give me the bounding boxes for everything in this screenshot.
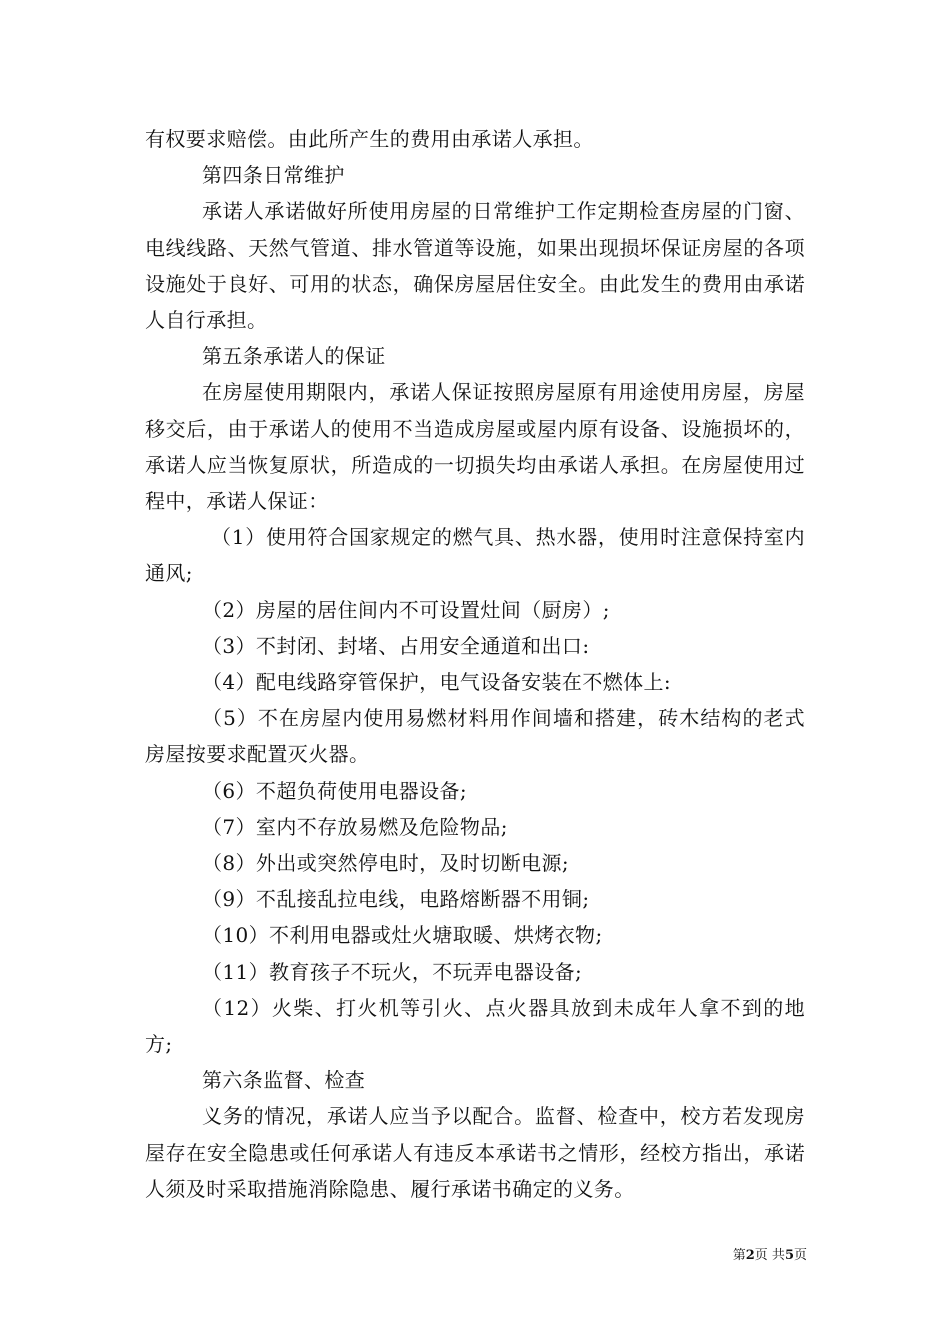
list-item: （2）房屋的居住间内不可设置灶间（厨房）; (202, 597, 610, 622)
list-item: （8）外出或突然停电时，及时切断电源; (202, 851, 570, 876)
list-item: （12）火柴、打火机等引火、点火器具放到未成年人拿不到的地方; (145, 995, 805, 1057)
list-item: （5）不在房屋内使用易燃材料用作间墙和搭建，砖木结构的老式房屋按要求配置灭火器。 (145, 706, 805, 767)
list-item: （4）配电线路穿管保护，电气设备安装在不燃体上: (202, 670, 672, 695)
paragraph: 义务的情况，承诺人应当予以配合。监督、检查中，校方若发现房屋存在安全隐患或任何承诺人有违反本承诺书之情形，经校方指出，承诺人须及时采取措施消除隐患、履行承诺书确定的义务。 (145, 1104, 805, 1201)
paragraph: 承诺人承诺做好所使用房屋的日常维护工作定期检查房屋的门窗、电线线路、天然气管道、排水管道等设施，如果出现损坏保证房屋的各项设施处于良好、可用的状态，确保房屋居住安全。由此发生的费用由承诺人自行承担。 (145, 199, 805, 333)
list-item: （1）使用符合国家规定的燃气具、热水器，使用时注意保持室内通风; (145, 525, 805, 586)
total-pages-number: 5 (784, 1248, 794, 1263)
footer-suffix: 页 (793, 1248, 807, 1263)
page-number-footer (733, 1247, 807, 1265)
list-item: （10）不利用电器或灶火塘取暖、烘烤衣物; (202, 923, 603, 948)
document-body (145, 121, 805, 1207)
list-item: （7）室内不存放易燃及危险物品; (202, 814, 508, 839)
section-heading-article-6: 第六条监督、检查 (202, 1068, 366, 1093)
footer-middle: 页 共 (754, 1248, 785, 1263)
footer-prefix: 第 (732, 1248, 746, 1263)
section-heading-article-4: 第四条日常维护 (202, 163, 345, 188)
paragraph: 有权要求赔偿。由此所产生的费用由承诺人承担。 (145, 127, 594, 151)
list-item: （6）不超负荷使用电器设备; (202, 778, 468, 803)
paragraph: 在房屋使用期限内，承诺人保证按照房屋原有用途使用房屋，房屋移交后，由于承诺人的使用不当造成房屋或屋内原有设备、设施损坏的，承诺人应当恢复原状，所造成的一切损失均由承诺人承担。在房屋使用过程中，承诺人保证： (145, 380, 805, 514)
list-item: （9）不乱接乱拉电线，电路熔断器不用铜; (202, 887, 590, 912)
list-item: （3）不封闭、封堵、占用安全通道和出口: (202, 633, 590, 658)
current-page-number: 2 (745, 1248, 755, 1263)
section-heading-article-5: 第五条承诺人的保证 (202, 344, 386, 369)
list-item: （11）教育孩子不玩火，不玩弄电器设备; (202, 959, 583, 984)
